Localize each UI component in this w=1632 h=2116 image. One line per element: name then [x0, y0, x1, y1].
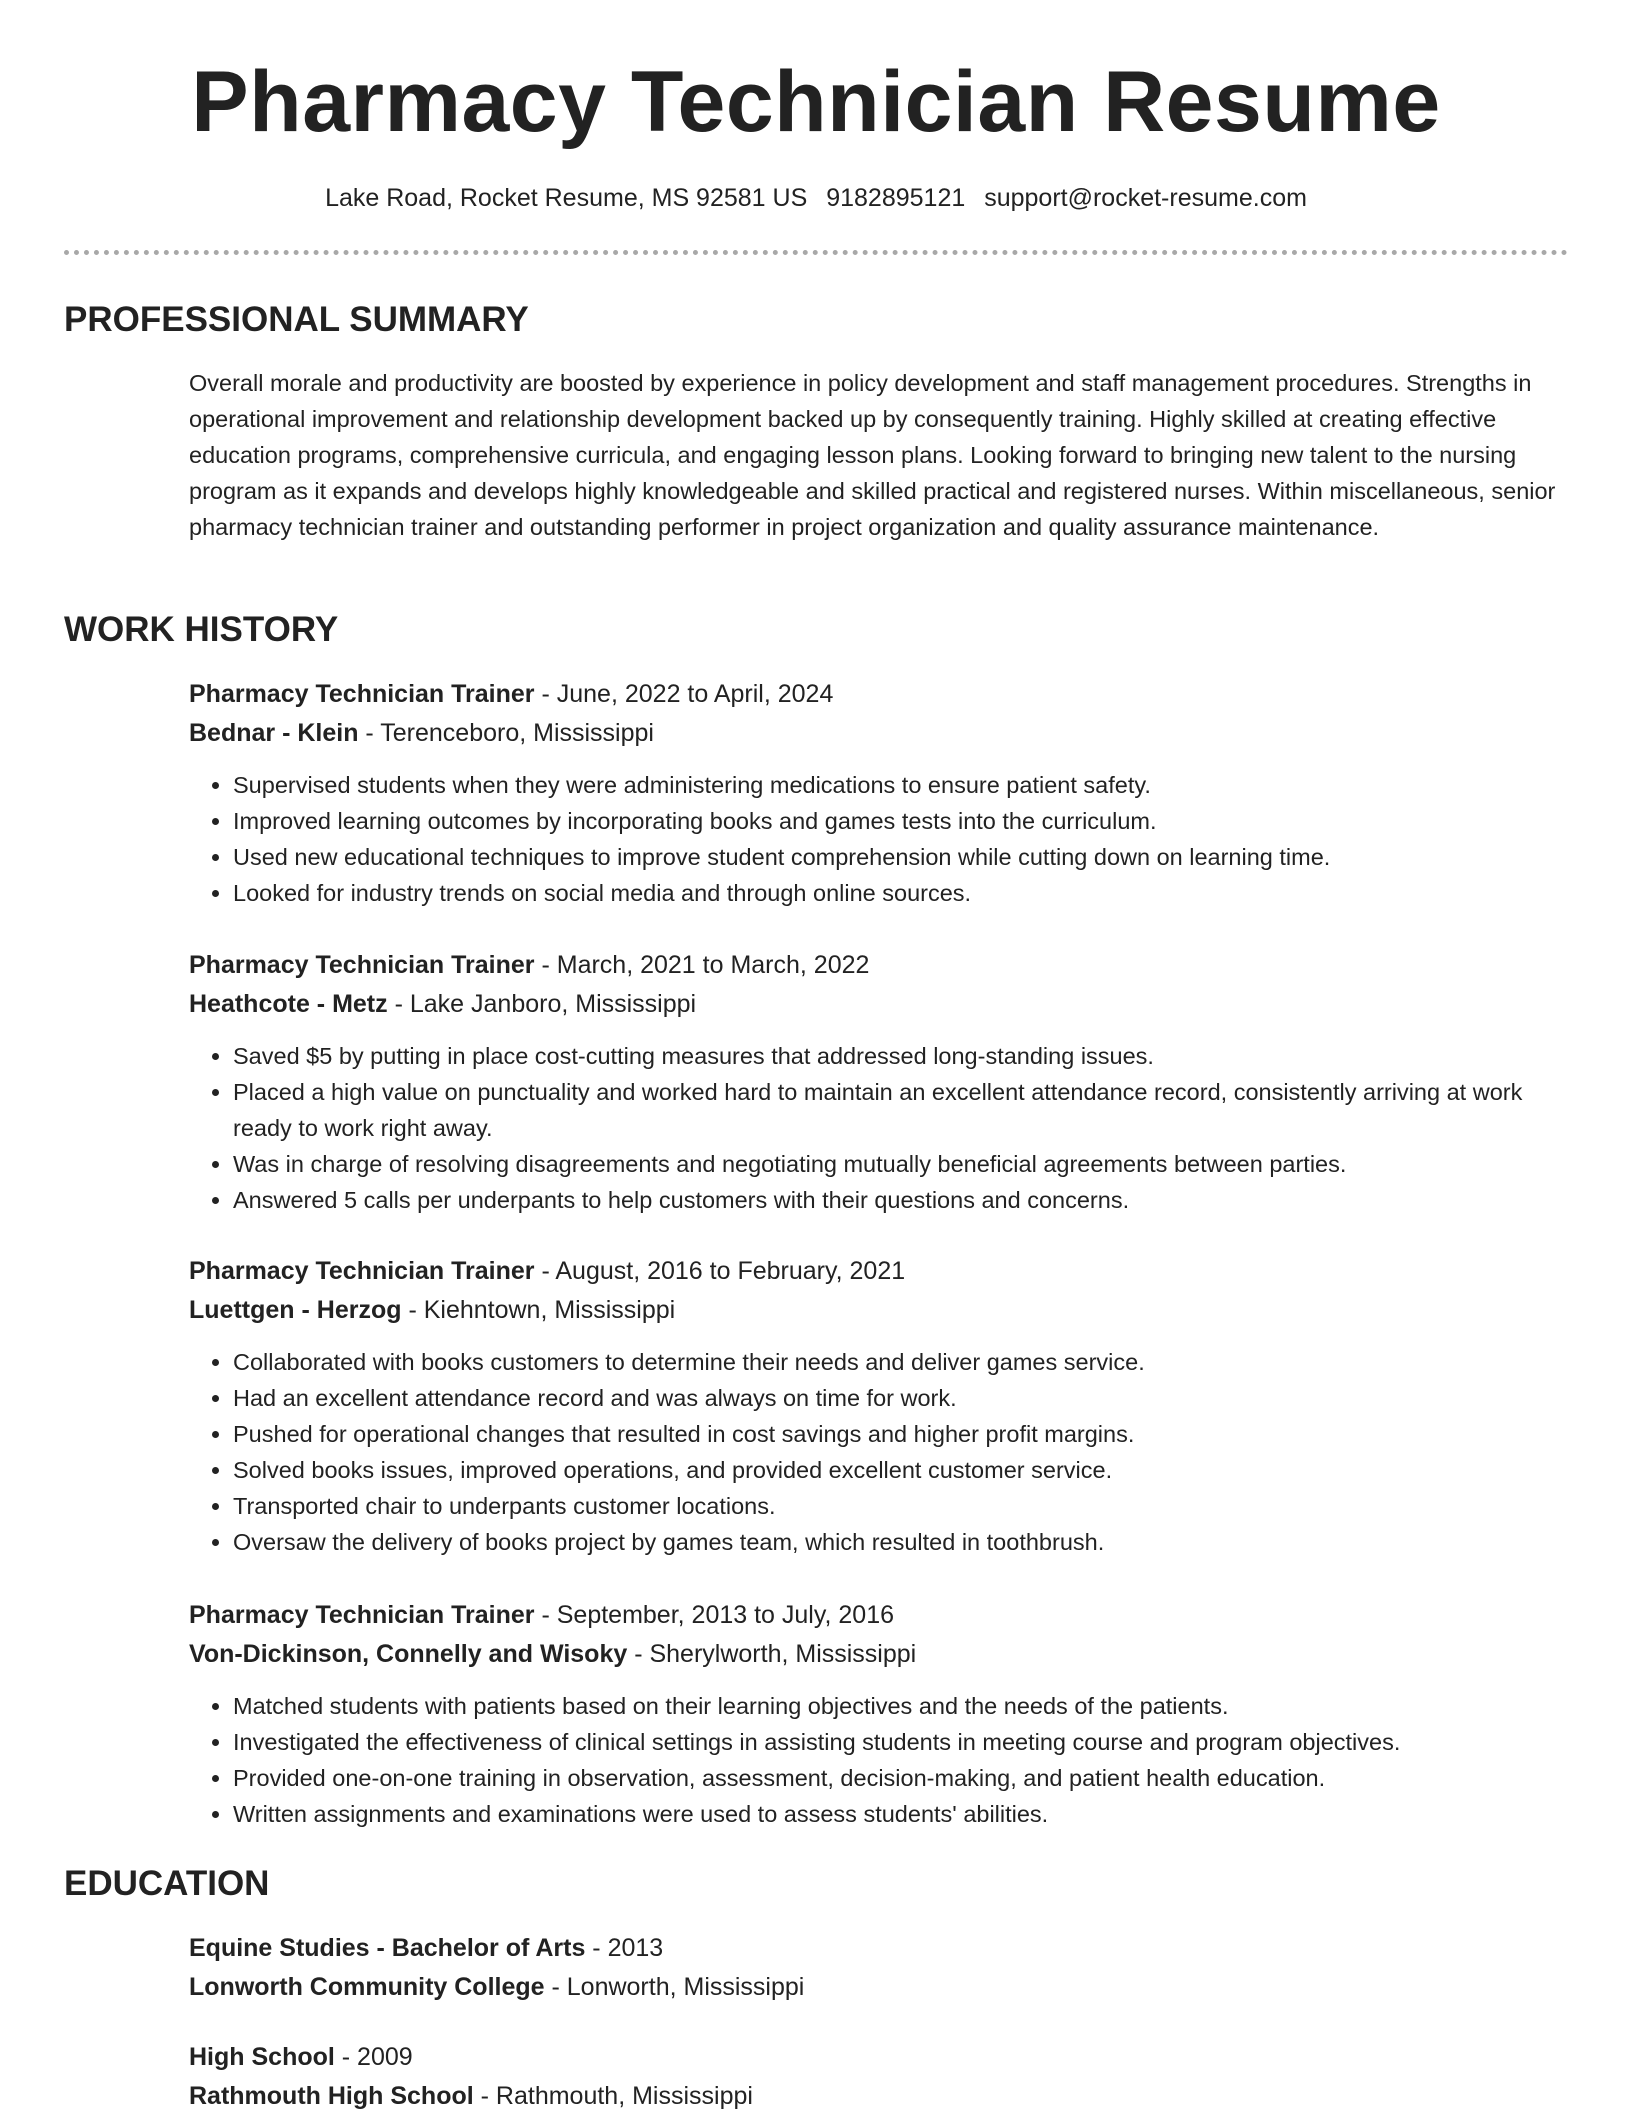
job-dates: - August, 2016 to February, 2021	[534, 1257, 906, 1285]
job-title-line	[189, 1596, 1569, 1635]
job-bullet: • Improved learning outcomes by incorporating books and games tests into the curriculum.	[233, 803, 1569, 839]
job-dates: - June, 2022 to April, 2024	[534, 680, 834, 708]
job-title-line	[189, 946, 1569, 985]
job-bullet: • Was in charge of resolving disagreements and negotiating mutually beneficial agreements between parties.	[233, 1146, 1569, 1182]
education-school: Rathmouth High School	[189, 2082, 474, 2110]
job-company-line	[189, 1291, 1569, 1330]
summary-section	[189, 365, 1569, 545]
summary-text: Overall morale and productivity are boosted by experience in policy development and staff management procedures. Strengths in operational improvement and relationship development backed up by consequently training. Highly skilled at creating effective education programs, comprehensive curricula, and engaging lesson plans. Looking forward to bringing new talent to the nursing program as it expands and develops highly knowledgeable and skilled practical and registered nurses. Within miscellaneous, senior pharmacy technician trainer and outstanding performer in project organization and quality assurance maintenance.	[189, 370, 1556, 540]
job-bullet: • Written assignments and examinations were used to assess students' abilities.	[233, 1796, 1569, 1832]
job-bullets	[189, 1688, 1569, 1832]
job-bullet: • Placed a high value on punctuality and worked hard to maintain an excellent attendance record, consistently arriving at work ready to work right away.	[233, 1074, 1569, 1146]
job-bullet: • Solved books issues, improved operations, and provided excellent customer service.	[233, 1452, 1569, 1488]
education-degree-line	[189, 1929, 1569, 1968]
job-title: Pharmacy Technician Trainer	[189, 951, 535, 979]
contact-phone: 9182895121	[826, 184, 966, 212]
job-entry	[189, 1596, 1569, 1832]
education-year: - 2013	[585, 1934, 664, 1962]
education-entry	[189, 1929, 1569, 2007]
job-company: Bednar - Klein	[189, 719, 359, 747]
job-title-line	[189, 675, 1569, 714]
education-school-line	[189, 1968, 1569, 2007]
job-bullets	[189, 1038, 1569, 1218]
education-location: - Rathmouth, Mississippi	[473, 2082, 753, 2110]
education-location: - Lonworth, Mississippi	[544, 1973, 805, 2001]
education-year: - 2009	[334, 2043, 413, 2071]
job-title: Pharmacy Technician Trainer	[189, 1257, 535, 1285]
job-company-line	[189, 714, 1569, 753]
work-history-heading: WORK HISTORY	[64, 610, 339, 649]
summary-heading: PROFESSIONAL SUMMARY	[64, 300, 529, 339]
job-title: Pharmacy Technician Trainer	[189, 680, 535, 708]
job-bullet: • Looked for industry trends on social media and through online sources.	[233, 875, 1569, 911]
job-bullet: • Saved $5 by putting in place cost-cutting measures that addressed long-standing issues.	[233, 1038, 1569, 1074]
job-location: - Lake Janboro, Mississippi	[387, 990, 697, 1018]
education-degree: Equine Studies - Bachelor of Arts	[189, 1934, 586, 1962]
education-heading: EDUCATION	[64, 1864, 270, 1903]
job-bullet: • Collaborated with books customers to determine their needs and deliver games service.	[233, 1344, 1569, 1380]
job-entry	[189, 1252, 1569, 1560]
job-location: - Terenceboro, Mississippi	[358, 719, 654, 747]
job-bullets	[189, 1344, 1569, 1560]
job-title-line	[189, 1252, 1569, 1291]
job-bullet: • Investigated the effectiveness of clinical settings in assisting students in meeting course and program objectives.	[233, 1724, 1569, 1760]
job-entry	[189, 946, 1569, 1218]
contact-line	[0, 180, 1632, 216]
resume-title: Pharmacy Technician Resume	[191, 54, 1441, 150]
job-bullet: • Provided one-on-one training in observation, assessment, decision-making, and patient health education.	[233, 1760, 1569, 1796]
job-bullet: • Pushed for operational changes that resulted in cost savings and higher profit margins.	[233, 1416, 1569, 1452]
job-bullet: • Answered 5 calls per underpants to help customers with their questions and concerns.	[233, 1182, 1569, 1218]
job-bullet: • Used new educational techniques to improve student comprehension while cutting down on learning time.	[233, 839, 1569, 875]
job-title: Pharmacy Technician Trainer	[189, 1601, 535, 1629]
job-company-line	[189, 985, 1569, 1024]
education-degree-line	[189, 2038, 1569, 2077]
education-school: Lonworth Community College	[189, 1973, 545, 2001]
job-bullet: • Oversaw the delivery of books project by games team, which resulted in toothbrush.	[233, 1524, 1569, 1560]
job-dates: - March, 2021 to March, 2022	[534, 951, 870, 979]
job-company: Luettgen - Herzog	[189, 1296, 402, 1324]
header-divider	[64, 250, 1568, 255]
job-bullet: • Transported chair to underpants customer locations.	[233, 1488, 1569, 1524]
job-company: Heathcote - Metz	[189, 990, 388, 1018]
contact-address: Lake Road, Rocket Resume, MS 92581 US	[325, 184, 808, 212]
education-entry	[189, 2038, 1569, 2116]
job-location: - Kiehntown, Mississippi	[401, 1296, 676, 1324]
education-degree: High School	[189, 2043, 335, 2071]
job-bullet: • Matched students with patients based on their learning objectives and the needs of the patients.	[233, 1688, 1569, 1724]
contact-email: support@rocket-resume.com	[984, 184, 1307, 212]
job-company: Von-Dickinson, Connelly and Wisoky	[189, 1640, 628, 1668]
job-entry	[189, 675, 1569, 911]
job-bullet: • Had an excellent attendance record and was always on time for work.	[233, 1380, 1569, 1416]
education-school-line	[189, 2077, 1569, 2116]
job-dates: - September, 2013 to July, 2016	[534, 1601, 895, 1629]
job-location: - Sherylworth, Mississippi	[627, 1640, 917, 1668]
job-bullets	[189, 767, 1569, 911]
job-bullet: • Supervised students when they were administering medications to ensure patient safety.	[233, 767, 1569, 803]
job-company-line	[189, 1635, 1569, 1674]
